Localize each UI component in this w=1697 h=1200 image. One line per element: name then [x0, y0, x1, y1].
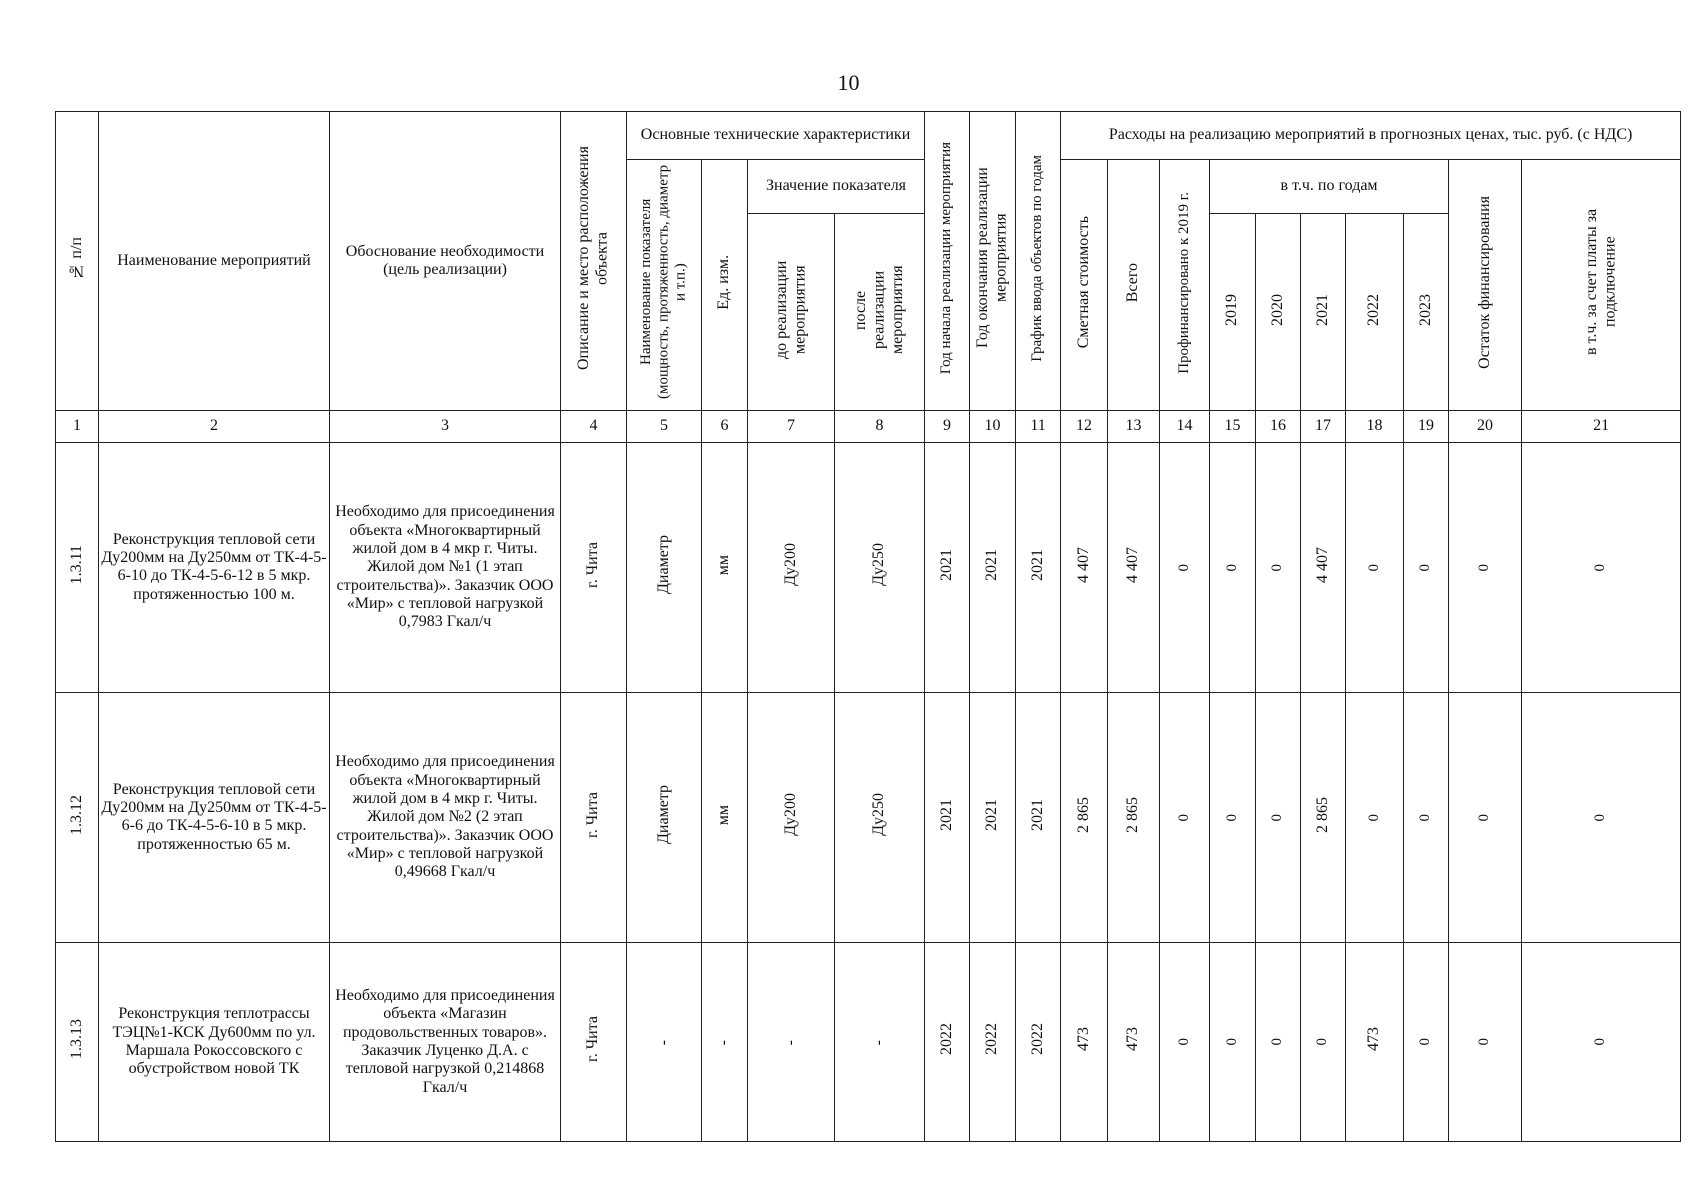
- col-number: 6: [702, 411, 748, 443]
- row-y2020: 0: [1256, 442, 1301, 692]
- row-location: г. Чита: [561, 942, 627, 1141]
- row-connection-fee: 0: [1522, 692, 1681, 942]
- header-year-2020: 2020: [1256, 214, 1301, 411]
- row-remaining: 0: [1449, 942, 1522, 1141]
- header-value-group: Значение показателя: [748, 159, 925, 213]
- col-number: 10: [970, 411, 1016, 443]
- row-schedule: 2021: [1016, 442, 1061, 692]
- header-reason: Обоснование необходимости (цель реализации): [330, 112, 561, 411]
- row-location: г. Чита: [561, 442, 627, 692]
- row-y2023: 0: [1404, 942, 1449, 1141]
- table-row: [56, 442, 1681, 692]
- col-number: 19: [1404, 411, 1449, 443]
- col-number: 15: [1210, 411, 1256, 443]
- row-start: 2022: [925, 942, 970, 1141]
- row-unit: мм: [702, 692, 748, 942]
- row-num: 1.3.13: [56, 942, 99, 1141]
- row-after: Ду250: [835, 692, 925, 942]
- col-number: 3: [330, 411, 561, 443]
- col-number: 7: [748, 411, 835, 443]
- row-y2020: 0: [1256, 692, 1301, 942]
- row-start: 2021: [925, 442, 970, 692]
- row-before: Ду200: [748, 692, 835, 942]
- col-number: 4: [561, 411, 627, 443]
- row-indicator: Диаметр: [627, 442, 702, 692]
- col-number: 8: [835, 411, 925, 443]
- row-remaining: 0: [1449, 442, 1522, 692]
- row-financed: 0: [1160, 942, 1210, 1141]
- row-y2021: 2 865: [1301, 692, 1346, 942]
- row-total: 473: [1108, 942, 1160, 1141]
- header-after: после реализации мероприятия: [835, 214, 925, 411]
- header-unit: Ед. изм.: [702, 159, 748, 410]
- row-remaining: 0: [1449, 692, 1522, 942]
- col-number: 5: [627, 411, 702, 443]
- table-row: [56, 692, 1681, 942]
- col-number: 17: [1301, 411, 1346, 443]
- header-estimate: Сметная стоимость: [1061, 159, 1108, 410]
- header-row-1: [56, 112, 1681, 160]
- row-y2022: 0: [1346, 442, 1404, 692]
- row-estimate: 2 865: [1061, 692, 1108, 942]
- row-unit: мм: [702, 442, 748, 692]
- row-num: 1.3.12: [56, 692, 99, 942]
- header-remaining: Остаток финансирования: [1449, 159, 1522, 410]
- col-number: 13: [1108, 411, 1160, 443]
- row-estimate: 473: [1061, 942, 1108, 1141]
- row-connection-fee: 0: [1522, 442, 1681, 692]
- row-y2020: 0: [1256, 942, 1301, 1141]
- table-row: [56, 942, 1681, 1141]
- header-year-2023: 2023: [1404, 214, 1449, 411]
- header-year-2022: 2022: [1346, 214, 1404, 411]
- row-y2021: 0: [1301, 942, 1346, 1141]
- row-reason: Необходимо для присоединения объекта «Многоквартирный жилой дом в 4 мкр г. Читы. Жилой дом №2 (2 этап строительства)». Заказчик ООО «Мир» с тепловой нагрузкой 0,49668 Гкал/ч: [330, 692, 561, 942]
- row-unit: -: [702, 942, 748, 1141]
- row-before: -: [748, 942, 835, 1141]
- col-number: 16: [1256, 411, 1301, 443]
- col-number: 2: [99, 411, 330, 443]
- row-after: -: [835, 942, 925, 1141]
- row-name: Реконструкция тепловой сети Ду200мм на Ду250мм от ТК-4-5-6-6 до ТК-4-5-6-10 в 5 мкр. протяженностью 65 м.: [99, 692, 330, 942]
- col-number: 11: [1016, 411, 1061, 443]
- row-y2022: 0: [1346, 692, 1404, 942]
- col-number: 14: [1160, 411, 1210, 443]
- header-schedule: График ввода объектов по годам: [1016, 112, 1061, 411]
- row-num: 1.3.11: [56, 442, 99, 692]
- row-end: 2021: [970, 442, 1016, 692]
- row-end: 2021: [970, 692, 1016, 942]
- row-estimate: 4 407: [1061, 442, 1108, 692]
- header-location: Описание и место расположения объекта: [561, 112, 627, 411]
- row-schedule: 2022: [1016, 942, 1061, 1141]
- header-num: № п/п: [56, 112, 99, 411]
- header-name: Наименование мероприятий: [99, 112, 330, 411]
- row-indicator: -: [627, 942, 702, 1141]
- header-years-group: в т.ч. по годам: [1210, 159, 1449, 213]
- row-indicator: Диаметр: [627, 692, 702, 942]
- header-year-2019: 2019: [1210, 214, 1256, 411]
- header-total: Всего: [1108, 159, 1160, 410]
- col-number: 18: [1346, 411, 1404, 443]
- header-start-year: Год начала реализации мероприятия: [925, 112, 970, 411]
- row-financed: 0: [1160, 442, 1210, 692]
- row-y2019: 0: [1210, 942, 1256, 1141]
- row-start: 2021: [925, 692, 970, 942]
- row-end: 2022: [970, 942, 1016, 1141]
- page-number: 10: [837, 70, 860, 95]
- row-y2021: 4 407: [1301, 442, 1346, 692]
- row-y2019: 0: [1210, 442, 1256, 692]
- investment-table: [55, 111, 1681, 1142]
- col-number: 20: [1449, 411, 1522, 443]
- row-y2023: 0: [1404, 692, 1449, 942]
- row-reason: Необходимо для присоединения объекта «Многоквартирный жилой дом в 4 мкр г. Читы. Жилой дом №1 (1 этап строительства)». Заказчик ООО «Мир» с тепловой нагрузкой 0,7983 Гкал/ч: [330, 442, 561, 692]
- row-total: 4 407: [1108, 442, 1160, 692]
- column-numbers-row: [56, 411, 1681, 443]
- header-tech-group: Основные технические характеристики: [627, 112, 925, 160]
- col-number: 1: [56, 411, 99, 443]
- header-year-2021: 2021: [1301, 214, 1346, 411]
- row-connection-fee: 0: [1522, 942, 1681, 1141]
- col-number: 12: [1061, 411, 1108, 443]
- row-y2019: 0: [1210, 692, 1256, 942]
- row-name: Реконструкция тепловой сети Ду200мм на Ду250мм от ТК-4-5-6-10 до ТК-4-5-6-12 в 5 мкр. протяженностью 100 м.: [99, 442, 330, 692]
- row-location: г. Чита: [561, 692, 627, 942]
- row-before: Ду200: [748, 442, 835, 692]
- row-y2022: 473: [1346, 942, 1404, 1141]
- row-schedule: 2021: [1016, 692, 1061, 942]
- header-indicator: Наименование показателя (мощность, протяженность, диаметр и т.п.): [627, 159, 702, 410]
- col-number: 21: [1522, 411, 1681, 443]
- header-end-year: Год окончания реализации мероприятия: [970, 112, 1016, 411]
- row-after: Ду250: [835, 442, 925, 692]
- header-connection-fee: в т.ч. за счет платы за подключение: [1522, 159, 1681, 410]
- row-total: 2 865: [1108, 692, 1160, 942]
- row-y2023: 0: [1404, 442, 1449, 692]
- header-financed: Профинансировано к 2019 г.: [1160, 159, 1210, 410]
- row-financed: 0: [1160, 692, 1210, 942]
- row-reason: Необходимо для присоединения объекта «Магазин продовольственных товаров». Заказчик Луценко Д.А. с тепловой нагрузкой 0,214868 Гкал/ч: [330, 942, 561, 1141]
- col-number: 9: [925, 411, 970, 443]
- row-name: Реконструкция теплотрассы ТЭЦ№1-КСК Ду600мм по ул. Маршала Рокоссовского с обустройством новой ТК: [99, 942, 330, 1141]
- header-cost-group: Расходы на реализацию мероприятий в прогнозных ценах, тыс. руб. (с НДС): [1061, 112, 1681, 160]
- header-before: до реализации мероприятия: [748, 214, 835, 411]
